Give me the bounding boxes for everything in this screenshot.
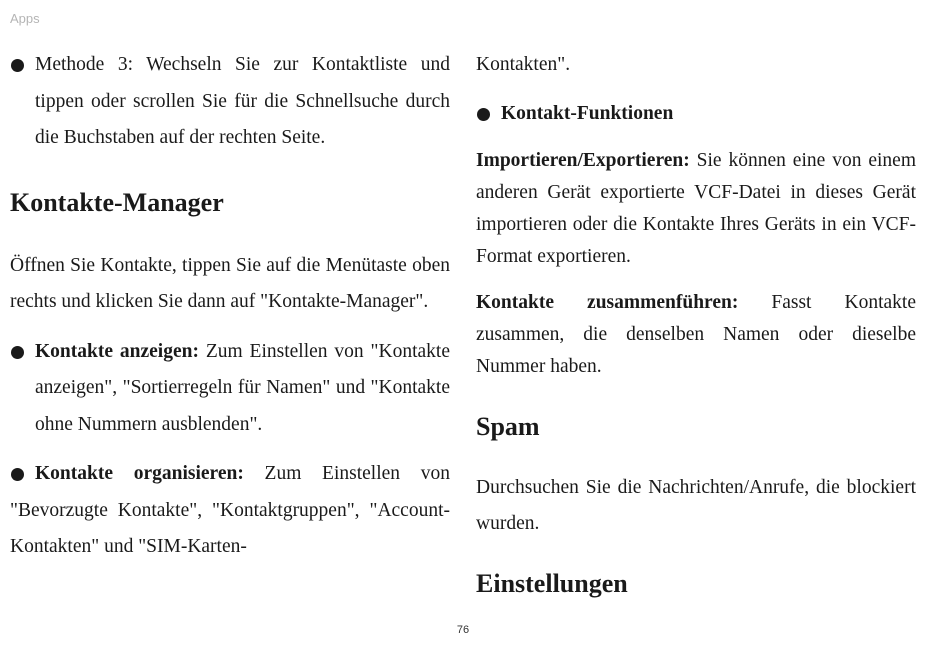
settings-heading: Einstellungen bbox=[476, 568, 628, 598]
organize-contacts-text: Zum Einstellen von "Bevorzugte Kontakte", "Kontaktgruppen", "Account-Kontakten" und "SIM-Karten- bbox=[10, 463, 450, 557]
page-number: 76 bbox=[456, 624, 470, 636]
show-contacts-item bbox=[10, 334, 450, 444]
method-3-text: Methode 3: Wechseln Sie zur Kontaktliste und tippen oder scrollen Sie für die Schnellsuche durch die Buchstaben auf der rechten Seite. bbox=[35, 54, 450, 148]
merge-contacts-title: Kontakte zusammenführen: bbox=[476, 291, 739, 313]
organize-contacts-continued: Kontakten". bbox=[476, 54, 571, 75]
spam-text: Durchsuchen Sie die Nachrichten/Anrufe, die blockiert wurden. bbox=[476, 476, 916, 534]
contact-functions-item bbox=[476, 98, 916, 130]
bullet-icon bbox=[11, 59, 24, 72]
left-column bbox=[10, 47, 450, 566]
import-export-text: Sie können eine von einem anderen Gerät exportierte VCF-Datei in dieses Gerät importieren oder die Kontakte Ihres Geräts in ein VCF-Format exportieren. bbox=[476, 149, 916, 267]
manager-intro: Öffnen Sie Kontakte, tippen Sie auf die Menütaste oben rechts und klicken Sie dann auf "Kontakte-Manager". bbox=[10, 254, 450, 312]
organize-contacts-item bbox=[10, 456, 450, 566]
method-3-item bbox=[10, 47, 450, 157]
running-header: Apps bbox=[10, 11, 40, 26]
contact-functions-heading: Kontakt-Funktionen bbox=[501, 102, 674, 124]
organize-contacts-title: Kontakte organisieren: bbox=[35, 463, 244, 484]
merge-contacts-text: Fasst Kontakte zusammen, die denselben Namen oder dieselbe Nummer haben. bbox=[476, 291, 916, 377]
spam-heading: Spam bbox=[476, 411, 540, 441]
kontakte-manager-heading: Kontakte-Manager bbox=[10, 187, 224, 217]
merge-contacts-paragraph bbox=[476, 287, 916, 383]
show-contacts-text: Zum Einstellen von "Kontakte anzeigen", "Sortierregeln für Namen" und "Kontakte ohne Nummern ausblenden". bbox=[35, 340, 450, 435]
bullet-icon bbox=[11, 346, 24, 359]
import-export-title: Importieren/Exportieren: bbox=[476, 149, 690, 171]
right-column bbox=[476, 47, 916, 600]
show-contacts-title: Kontakte anzeigen: bbox=[35, 340, 199, 362]
bullet-icon bbox=[477, 108, 490, 121]
bullet-icon bbox=[11, 468, 24, 481]
import-export-paragraph bbox=[476, 145, 916, 273]
